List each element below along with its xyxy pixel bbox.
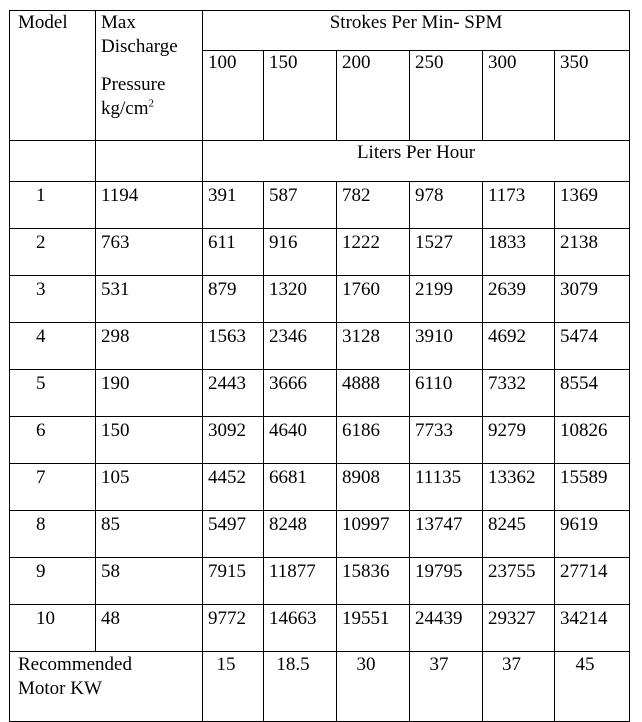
pressure-unit-superscript: 2 xyxy=(148,97,154,110)
model-cell: 6 xyxy=(10,417,96,464)
flow-cell: 11135 xyxy=(410,464,483,511)
flow-cell: 9279 xyxy=(483,417,555,464)
flow-cell: 2443 xyxy=(203,370,264,417)
flow-cell: 2199 xyxy=(410,276,483,323)
flow-cell: 34214 xyxy=(555,605,630,652)
flow-cell: 1527 xyxy=(410,229,483,276)
model-cell: 9 xyxy=(10,558,96,605)
flow-cell: 29327 xyxy=(483,605,555,652)
flow-cell: 3079 xyxy=(555,276,630,323)
spm-value: 100 xyxy=(203,51,264,141)
header-row xyxy=(10,11,630,51)
table-row xyxy=(10,323,630,370)
table-row xyxy=(10,558,630,605)
flow-cell: 8908 xyxy=(337,464,410,511)
spm-value: 300 xyxy=(483,51,555,141)
model-cell: 8 xyxy=(10,511,96,558)
pressure-unit-text: kg/cm xyxy=(101,98,149,119)
flow-cell: 1369 xyxy=(555,182,630,229)
model-header: Model xyxy=(10,11,96,141)
spm-value: 150 xyxy=(264,51,337,141)
flow-cell: 1320 xyxy=(264,276,337,323)
spm-value: 250 xyxy=(410,51,483,141)
flow-cell: 916 xyxy=(264,229,337,276)
motor-label-line1: Recommended xyxy=(18,654,132,675)
flow-cell: 4692 xyxy=(483,323,555,370)
flow-cell: 10997 xyxy=(337,511,410,558)
table-row xyxy=(10,276,630,323)
motor-kw-value: 37 xyxy=(483,652,555,722)
flow-cell: 4888 xyxy=(337,370,410,417)
flow-cell: 4452 xyxy=(203,464,264,511)
flow-cell: 611 xyxy=(203,229,264,276)
flow-cell: 7332 xyxy=(483,370,555,417)
flow-cell: 2346 xyxy=(264,323,337,370)
spm-value: 200 xyxy=(337,51,410,141)
pressure-header-line3: Pressure xyxy=(101,74,166,95)
flow-cell: 27714 xyxy=(555,558,630,605)
flow-cell: 19551 xyxy=(337,605,410,652)
flow-cell: 5497 xyxy=(203,511,264,558)
pressure-cell: 85 xyxy=(96,511,203,558)
flow-cell: 5474 xyxy=(555,323,630,370)
flow-cell: 19795 xyxy=(410,558,483,605)
pressure-header-line1: Max xyxy=(101,12,136,33)
flow-cell: 978 xyxy=(410,182,483,229)
model-cell: 2 xyxy=(10,229,96,276)
pressure-cell: 298 xyxy=(96,323,203,370)
model-cell: 3 xyxy=(10,276,96,323)
flow-cell: 9619 xyxy=(555,511,630,558)
model-cell: 4 xyxy=(10,323,96,370)
table-row xyxy=(10,370,630,417)
flow-cell: 8554 xyxy=(555,370,630,417)
motor-kw-value: 30 xyxy=(337,652,410,722)
table-body xyxy=(10,11,630,182)
flow-cell: 15836 xyxy=(337,558,410,605)
table-row xyxy=(10,417,630,464)
flow-cell: 15589 xyxy=(555,464,630,511)
data-rows xyxy=(10,182,630,652)
pump-spec-table xyxy=(9,10,630,722)
flow-cell: 11877 xyxy=(264,558,337,605)
empty-cell xyxy=(10,141,96,182)
model-cell: 10 xyxy=(10,605,96,652)
flow-cell: 3910 xyxy=(410,323,483,370)
units-row xyxy=(10,141,630,182)
flow-cell: 2639 xyxy=(483,276,555,323)
flow-cell: 3666 xyxy=(264,370,337,417)
pressure-header xyxy=(96,11,203,141)
flow-cell: 13747 xyxy=(410,511,483,558)
flow-cell: 24439 xyxy=(410,605,483,652)
spm-title: Strokes Per Min- SPM xyxy=(203,11,630,51)
motor-kw-value: 45 xyxy=(555,652,630,722)
flow-cell: 879 xyxy=(203,276,264,323)
flow-cell: 1222 xyxy=(337,229,410,276)
model-cell: 7 xyxy=(10,464,96,511)
flow-cell: 391 xyxy=(203,182,264,229)
motor-row xyxy=(10,652,630,722)
pressure-cell: 105 xyxy=(96,464,203,511)
model-cell: 1 xyxy=(10,182,96,229)
flow-cell: 1760 xyxy=(337,276,410,323)
motor-kw-value: 15 xyxy=(203,652,264,722)
table-row xyxy=(10,229,630,276)
motor-label-line2: Motor KW xyxy=(18,678,102,699)
table-row xyxy=(10,182,630,229)
pressure-cell: 150 xyxy=(96,417,203,464)
flow-cell: 9772 xyxy=(203,605,264,652)
flow-cell: 1833 xyxy=(483,229,555,276)
table-row xyxy=(10,464,630,511)
pressure-cell: 763 xyxy=(96,229,203,276)
flow-cell: 3128 xyxy=(337,323,410,370)
flow-cell: 3092 xyxy=(203,417,264,464)
motor-kw-value: 18.5 xyxy=(264,652,337,722)
units-label: Liters Per Hour xyxy=(203,141,630,182)
pressure-cell: 1194 xyxy=(96,182,203,229)
pressure-cell: 190 xyxy=(96,370,203,417)
flow-cell: 4640 xyxy=(264,417,337,464)
motor-label xyxy=(10,652,203,722)
motor-section xyxy=(10,652,630,722)
flow-cell: 6110 xyxy=(410,370,483,417)
spm-value: 350 xyxy=(555,51,630,141)
flow-cell: 6681 xyxy=(264,464,337,511)
motor-kw-value: 37 xyxy=(410,652,483,722)
pressure-cell: 531 xyxy=(96,276,203,323)
pressure-unit xyxy=(101,97,202,121)
flow-cell: 10826 xyxy=(555,417,630,464)
table-row xyxy=(10,511,630,558)
flow-cell: 1173 xyxy=(483,182,555,229)
flow-cell: 1563 xyxy=(203,323,264,370)
flow-cell: 7733 xyxy=(410,417,483,464)
flow-cell: 14663 xyxy=(264,605,337,652)
flow-cell: 8245 xyxy=(483,511,555,558)
pressure-cell: 58 xyxy=(96,558,203,605)
pressure-header-line2: Discharge xyxy=(101,36,178,57)
flow-cell: 8248 xyxy=(264,511,337,558)
flow-cell: 6186 xyxy=(337,417,410,464)
flow-cell: 13362 xyxy=(483,464,555,511)
pressure-cell: 48 xyxy=(96,605,203,652)
flow-cell: 7915 xyxy=(203,558,264,605)
model-cell: 5 xyxy=(10,370,96,417)
flow-cell: 782 xyxy=(337,182,410,229)
flow-cell: 2138 xyxy=(555,229,630,276)
flow-cell: 587 xyxy=(264,182,337,229)
flow-cell: 23755 xyxy=(483,558,555,605)
table-row xyxy=(10,605,630,652)
empty-cell xyxy=(96,141,203,182)
